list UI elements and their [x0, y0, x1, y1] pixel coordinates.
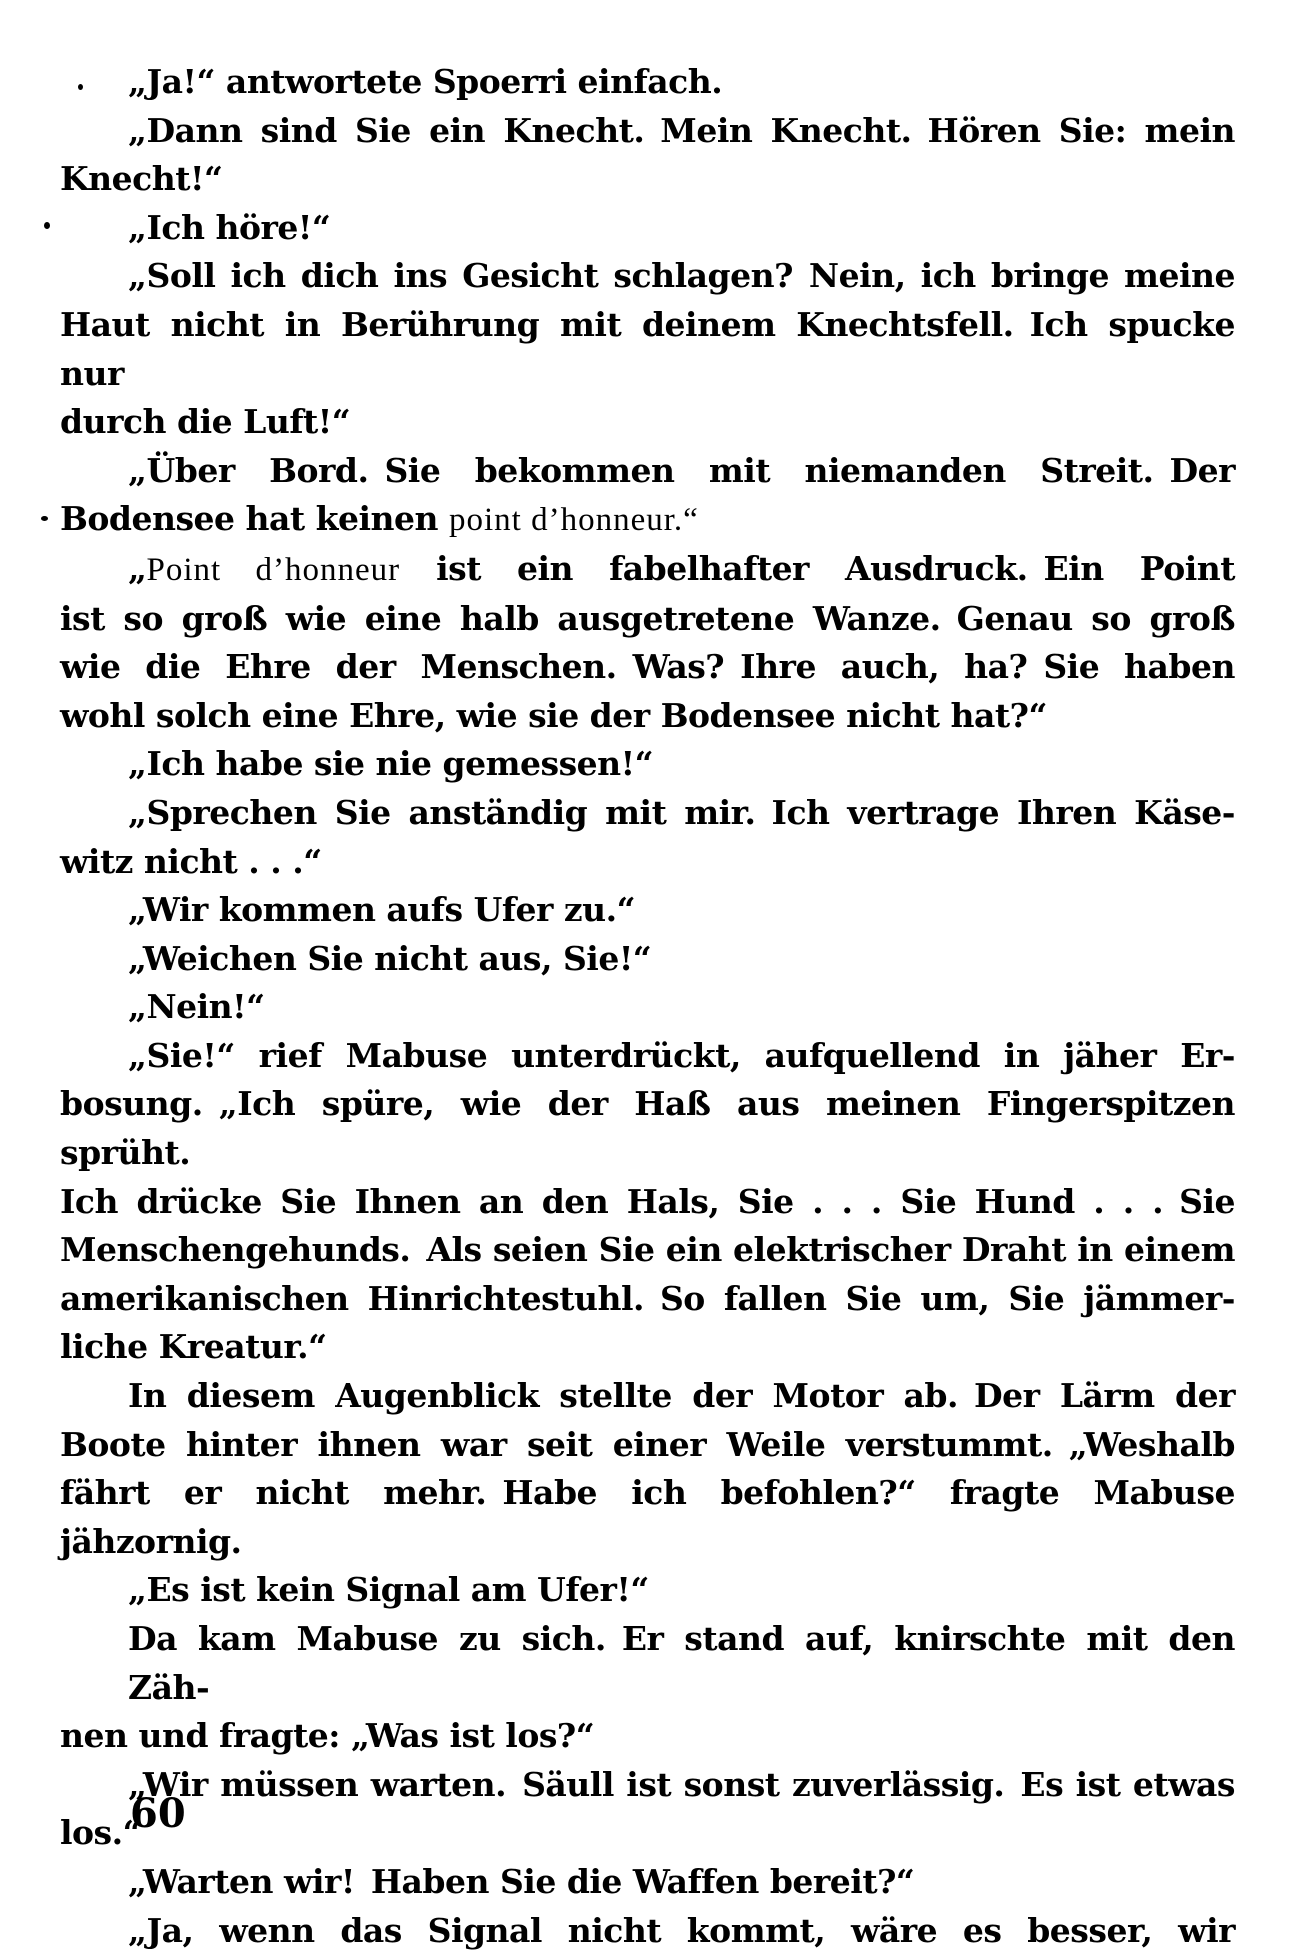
text-line [60, 1226, 1235, 1275]
text-line [60, 1858, 1235, 1907]
text-line [60, 155, 1235, 204]
fraktur-text: „Über Bord. Sie bekommen mit niemanden Streit. Der [128, 450, 1235, 490]
fraktur-text: Menschengehunds. Als seien Sie ein elektrischer Draht in einem [60, 1230, 1235, 1270]
text-line [60, 1275, 1235, 1324]
text-line [60, 838, 1235, 887]
text-line [60, 107, 1235, 156]
text-line [60, 447, 1235, 496]
print-artifact-dot [44, 222, 50, 229]
fraktur-text: In diesem Augenblick stellte der Motor ab. Der Lärm der [128, 1376, 1235, 1416]
text-line [60, 1178, 1235, 1227]
text-line [60, 1615, 1235, 1712]
text-line [60, 692, 1235, 741]
fraktur-text: los.“ [60, 1813, 142, 1853]
text-line [60, 1907, 1235, 1955]
print-artifact-dot [78, 84, 83, 90]
fraktur-text: Haut nicht in Berührung mit deinem Knechtsfell. Ich spucke nur [60, 304, 1235, 393]
text-block [60, 58, 1235, 1955]
fraktur-text: nen und fragte: „Was ist los?“ [60, 1716, 595, 1756]
fraktur-text: liche Kreatur.“ [60, 1327, 327, 1367]
text-line [60, 204, 1235, 253]
text-line [60, 1469, 1235, 1566]
text-line [60, 398, 1235, 447]
text-line [60, 886, 1235, 935]
page-number: 60 [130, 1790, 186, 1837]
fraktur-text: amerikanischen Hinrichtestuhl. So fallen Sie um, Sie jämmer- [60, 1278, 1235, 1318]
fraktur-text: „ [128, 548, 147, 588]
text-line [60, 58, 1235, 107]
fraktur-text: Ich drücke Sie Ihnen an den Hals, Sie . . . Sie Hund . . . Sie [60, 1181, 1235, 1221]
text-line [60, 935, 1235, 984]
antiqua-text: Point d’honneur [146, 551, 401, 588]
text-line [60, 545, 1235, 595]
fraktur-text: ist so groß wie eine halb ausgetretene Wanze. Genau so groß [60, 598, 1235, 638]
fraktur-text: „Weichen Sie nicht aus, Sie!“ [128, 938, 652, 978]
fraktur-text: „Warten wir! Haben Sie die Waffen bereit?“ [128, 1861, 915, 1901]
text-line [60, 1372, 1235, 1421]
text-line [60, 1032, 1235, 1081]
text-line [60, 1323, 1235, 1372]
text-line [60, 1761, 1235, 1810]
text-line [60, 1080, 1235, 1177]
fraktur-text: durch die Luft!“ [60, 402, 351, 442]
fraktur-text: ist ein fabelhafter Ausdruck. Ein Point [400, 548, 1235, 588]
fraktur-text: „Soll ich dich ins Gesicht schlagen? Nein, ich bringe meine [128, 256, 1235, 296]
fraktur-text: „Es ist kein Signal am Ufer!“ [128, 1570, 649, 1610]
fraktur-text: Da kam Mabuse zu sich. Er stand auf, knirschte mit den Zäh- [128, 1619, 1235, 1707]
fraktur-text: „Wir müssen warten. Säull ist sonst zuverlässig. Es ist etwas [128, 1764, 1235, 1804]
fraktur-text: wohl solch eine Ehre, wie sie der Bodensee nicht hat?“ [60, 695, 1047, 735]
text-line [60, 740, 1235, 789]
fraktur-text: Bodensee hat keinen [60, 499, 449, 539]
text-line [60, 595, 1235, 644]
fraktur-text: „Sprechen Sie anständig mit mir. Ich vertrage Ihren Käse- [128, 792, 1235, 832]
fraktur-text: Knecht!“ [60, 159, 223, 199]
fraktur-text: „Ich höre!“ [128, 207, 331, 247]
fraktur-text: „Ja!“ antwortete Spoerri einfach. [128, 62, 723, 101]
text-line [60, 1809, 1235, 1858]
text-line [60, 983, 1235, 1032]
fraktur-text: „Dann sind Sie ein Knecht. Mein Knecht. Hören Sie: mein [128, 110, 1235, 150]
fraktur-text: „Sie!“ rief Mabuse unterdrückt, aufquellend in jäher Er- [128, 1035, 1235, 1075]
fraktur-text: wie die Ehre der Menschen. Was? Ihre auch, ha? Sie haben [60, 647, 1235, 687]
fraktur-text: witz nicht . . .“ [60, 841, 322, 881]
fraktur-text: bosung. „Ich spüre, wie der Haß aus meinen Fingerspitzen sprüht. [60, 1084, 1235, 1173]
fraktur-text: Boote hinter ihnen war seit einer Weile verstummt. „Weshalb [60, 1424, 1235, 1464]
text-line [60, 252, 1235, 301]
text-line [60, 301, 1235, 398]
text-line [60, 1712, 1235, 1761]
fraktur-text: fährt er nicht mehr. Habe ich befohlen?“ fragte Mabuse jähzornig. [60, 1473, 1235, 1561]
text-line [60, 643, 1235, 692]
text-line [60, 789, 1235, 838]
fraktur-text: „Ja, wenn das Signal nicht kommt, wäre es besser, wir [128, 1910, 1235, 1950]
fraktur-text: „Ich habe sie nie gemessen!“ [128, 744, 654, 784]
text-line [60, 1566, 1235, 1615]
print-artifact-dot [41, 516, 48, 521]
text-line [60, 495, 1235, 545]
fraktur-text: „Wir kommen aufs Ufer zu.“ [128, 890, 636, 930]
antiqua-text: point d’honneur.“ [449, 502, 699, 539]
fraktur-text: „Nein!“ [128, 987, 265, 1027]
text-line [60, 1421, 1235, 1470]
